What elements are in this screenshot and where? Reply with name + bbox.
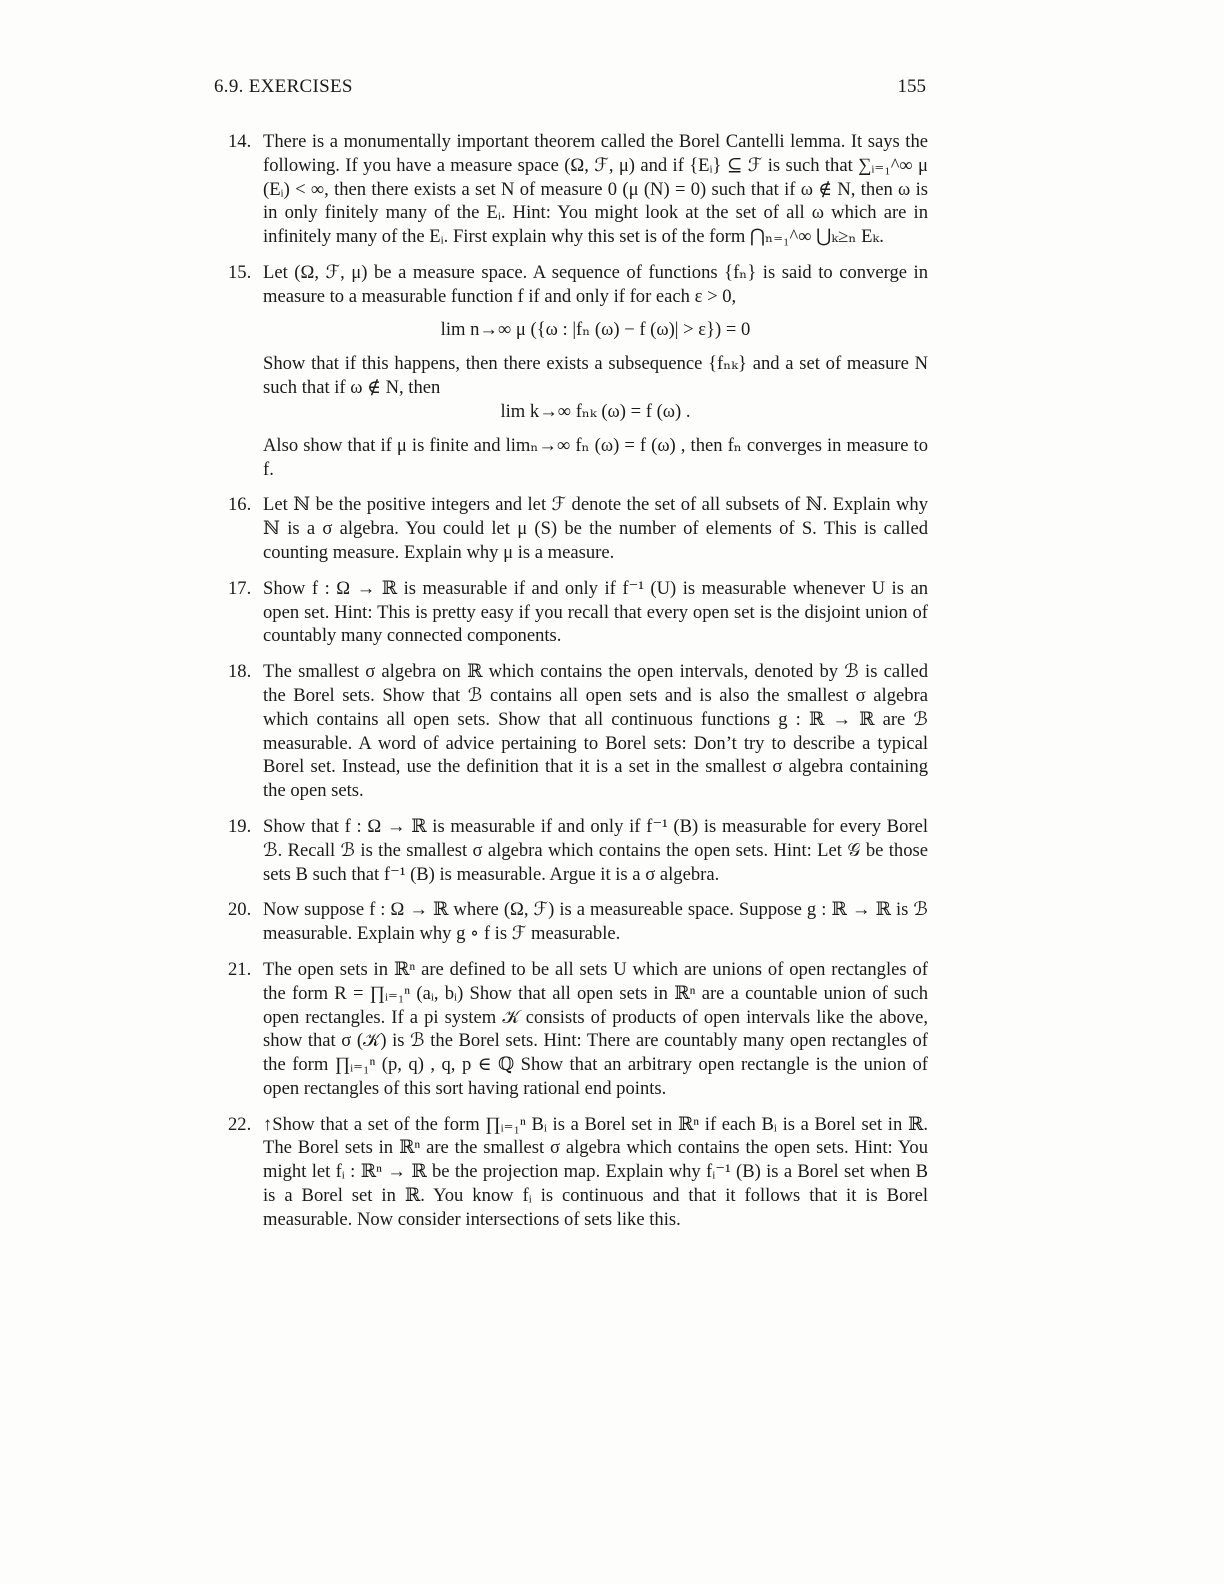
exercise-number: 18. [228,661,252,683]
exercise-number: 14. [228,131,252,152]
exercise-text: Show that if this happens, then there exists a subsequence {fₙₖ} and a set of measure N such that if ω ∉ N, then [263,353,928,399]
exercise-15 [228,261,928,481]
exercise-text: Show that f : Ω → ℝ is measurable if and only if f⁻¹ (B) is measurable for every Borel ℬ. Recall ℬ is the smallest σ algebra which contains the open sets. Hint: Let 𝒢 be those sets B such that f⁻¹ (B) is measurable. Argue it is a σ algebra. [263,815,928,885]
exercise-number: 20. [228,899,252,921]
exercise-20 [228,898,928,946]
exercise-18 [228,660,928,803]
exercise-text: Also show that if μ is finite and limₙ→∞ fₙ (ω) = f (ω) , then fₙ converges in measure to f. [263,434,928,480]
exercise-17 [228,577,928,648]
exercise-number: 17. [228,577,252,599]
page-header [214,76,926,104]
exercise-14 [228,130,928,249]
exercise-number: 22. [228,1113,252,1135]
page-number: 155 [897,76,926,97]
exercise-text: Let ℕ be the positive integers and let ℱ denote the set of all subsets of ℕ. Explain why ℕ is a σ algebra. You could let μ (S) be the number of elements of S. This is called counting measure. Explain why μ is a measure. [263,494,928,563]
exercise-19 [228,815,928,886]
exercise-text: There is a monumentally important theorem called the Borel Cantelli lemma. It says the following. If you have a measure space (Ω, ℱ, μ) and if {Eᵢ} ⊆ ℱ is such that ∑ᵢ₌₁^∞ μ (Eᵢ) < ∞, then there exists a set N of measure 0 (μ (N) = 0) such that if ω ∉ N, then ω is in only finitely many of the Eᵢ. Hint: You might look at the set of all ω which are in infinitely many of the Eᵢ. First explain why this set is of the form ⋂ₙ₌₁^∞ ⋃ₖ≥ₙ Eₖ. [263,131,928,248]
display-equation: lim k→∞ fₙₖ (ω) = f (ω) . [500,400,691,422]
exercise-number: 16. [228,494,252,516]
exercise-text: The open sets in ℝⁿ are defined to be all sets U which are unions of open rectangles of the form R = ∏ᵢ₌₁ⁿ (aᵢ, bᵢ) Show that all open sets in ℝⁿ are a countable union of such open rectangles. If a pi system 𝒦 consists of products of open intervals like the above, show that σ (𝒦) is ℬ the Borel sets. Hint: There are countably many open rectangles of the form ∏ᵢ₌₁ⁿ (p, q) , q, p ∈ ℚ Show that an arbitrary open rectangle is the union of open rectangles of this sort having rational end points. [263,958,928,1099]
exercise-number: 15. [228,261,252,283]
exercise-text: The smallest σ algebra on ℝ which contains the open intervals, denoted by ℬ is called the Borel sets. Show that ℬ contains all open sets and is also the smallest σ algebra which contains all open sets. Show that all continuous functions g : ℝ → ℝ are ℬ measurable. A word of advice pertaining to Borel sets: Don’t try to describe a typical Borel set. Instead, use the definition that it is a set in the smallest σ algebra containing the open sets. [263,661,928,802]
exercise-text: ↑Show that a set of the form ∏ᵢ₌₁ⁿ Bᵢ is a Borel set in ℝⁿ if each Bᵢ is a Borel set in ℝ. The Borel sets in ℝⁿ are the smallest σ algebra which contains the open sets. Hint: You might let fᵢ : ℝⁿ → ℝ be the projection map. Explain why fᵢ⁻¹ (B) is a Borel set when B is a Borel set in ℝ. You know fᵢ is continuous and that it follows that it is Borel measurable. Now consider intersections of sets like this. [263,1113,928,1230]
display-equation: lim n→∞ μ ({ω : |fₙ (ω) − f (ω)| > ε}) = 0 [440,318,751,340]
exercise-21 [228,958,928,1101]
exercise-16 [228,493,928,564]
exercise-number: 19. [228,815,252,837]
exercise-text: Show f : Ω → ℝ is measurable if and only if f⁻¹ (U) is measurable whenever U is an open set. Hint: This is pretty easy if you recall that every open set is the disjoint union of countably many connected components. [263,577,928,647]
exercise-number: 21. [228,958,252,980]
exercise-text: Now suppose f : Ω → ℝ where (Ω, ℱ) is a measureable space. Suppose g : ℝ → ℝ is ℬ measurable. Explain why g ∘ f is ℱ measurable. [263,899,928,945]
exercise-list [228,130,928,1244]
exercise-text: Let (Ω, ℱ, μ) be a measure space. A sequence of functions {fₙ} is said to converge in measure to a measurable function f if and only if for each ε > 0, [263,261,928,307]
exercise-22 [228,1113,928,1232]
section-title: 6.9. EXERCISES [214,76,353,97]
